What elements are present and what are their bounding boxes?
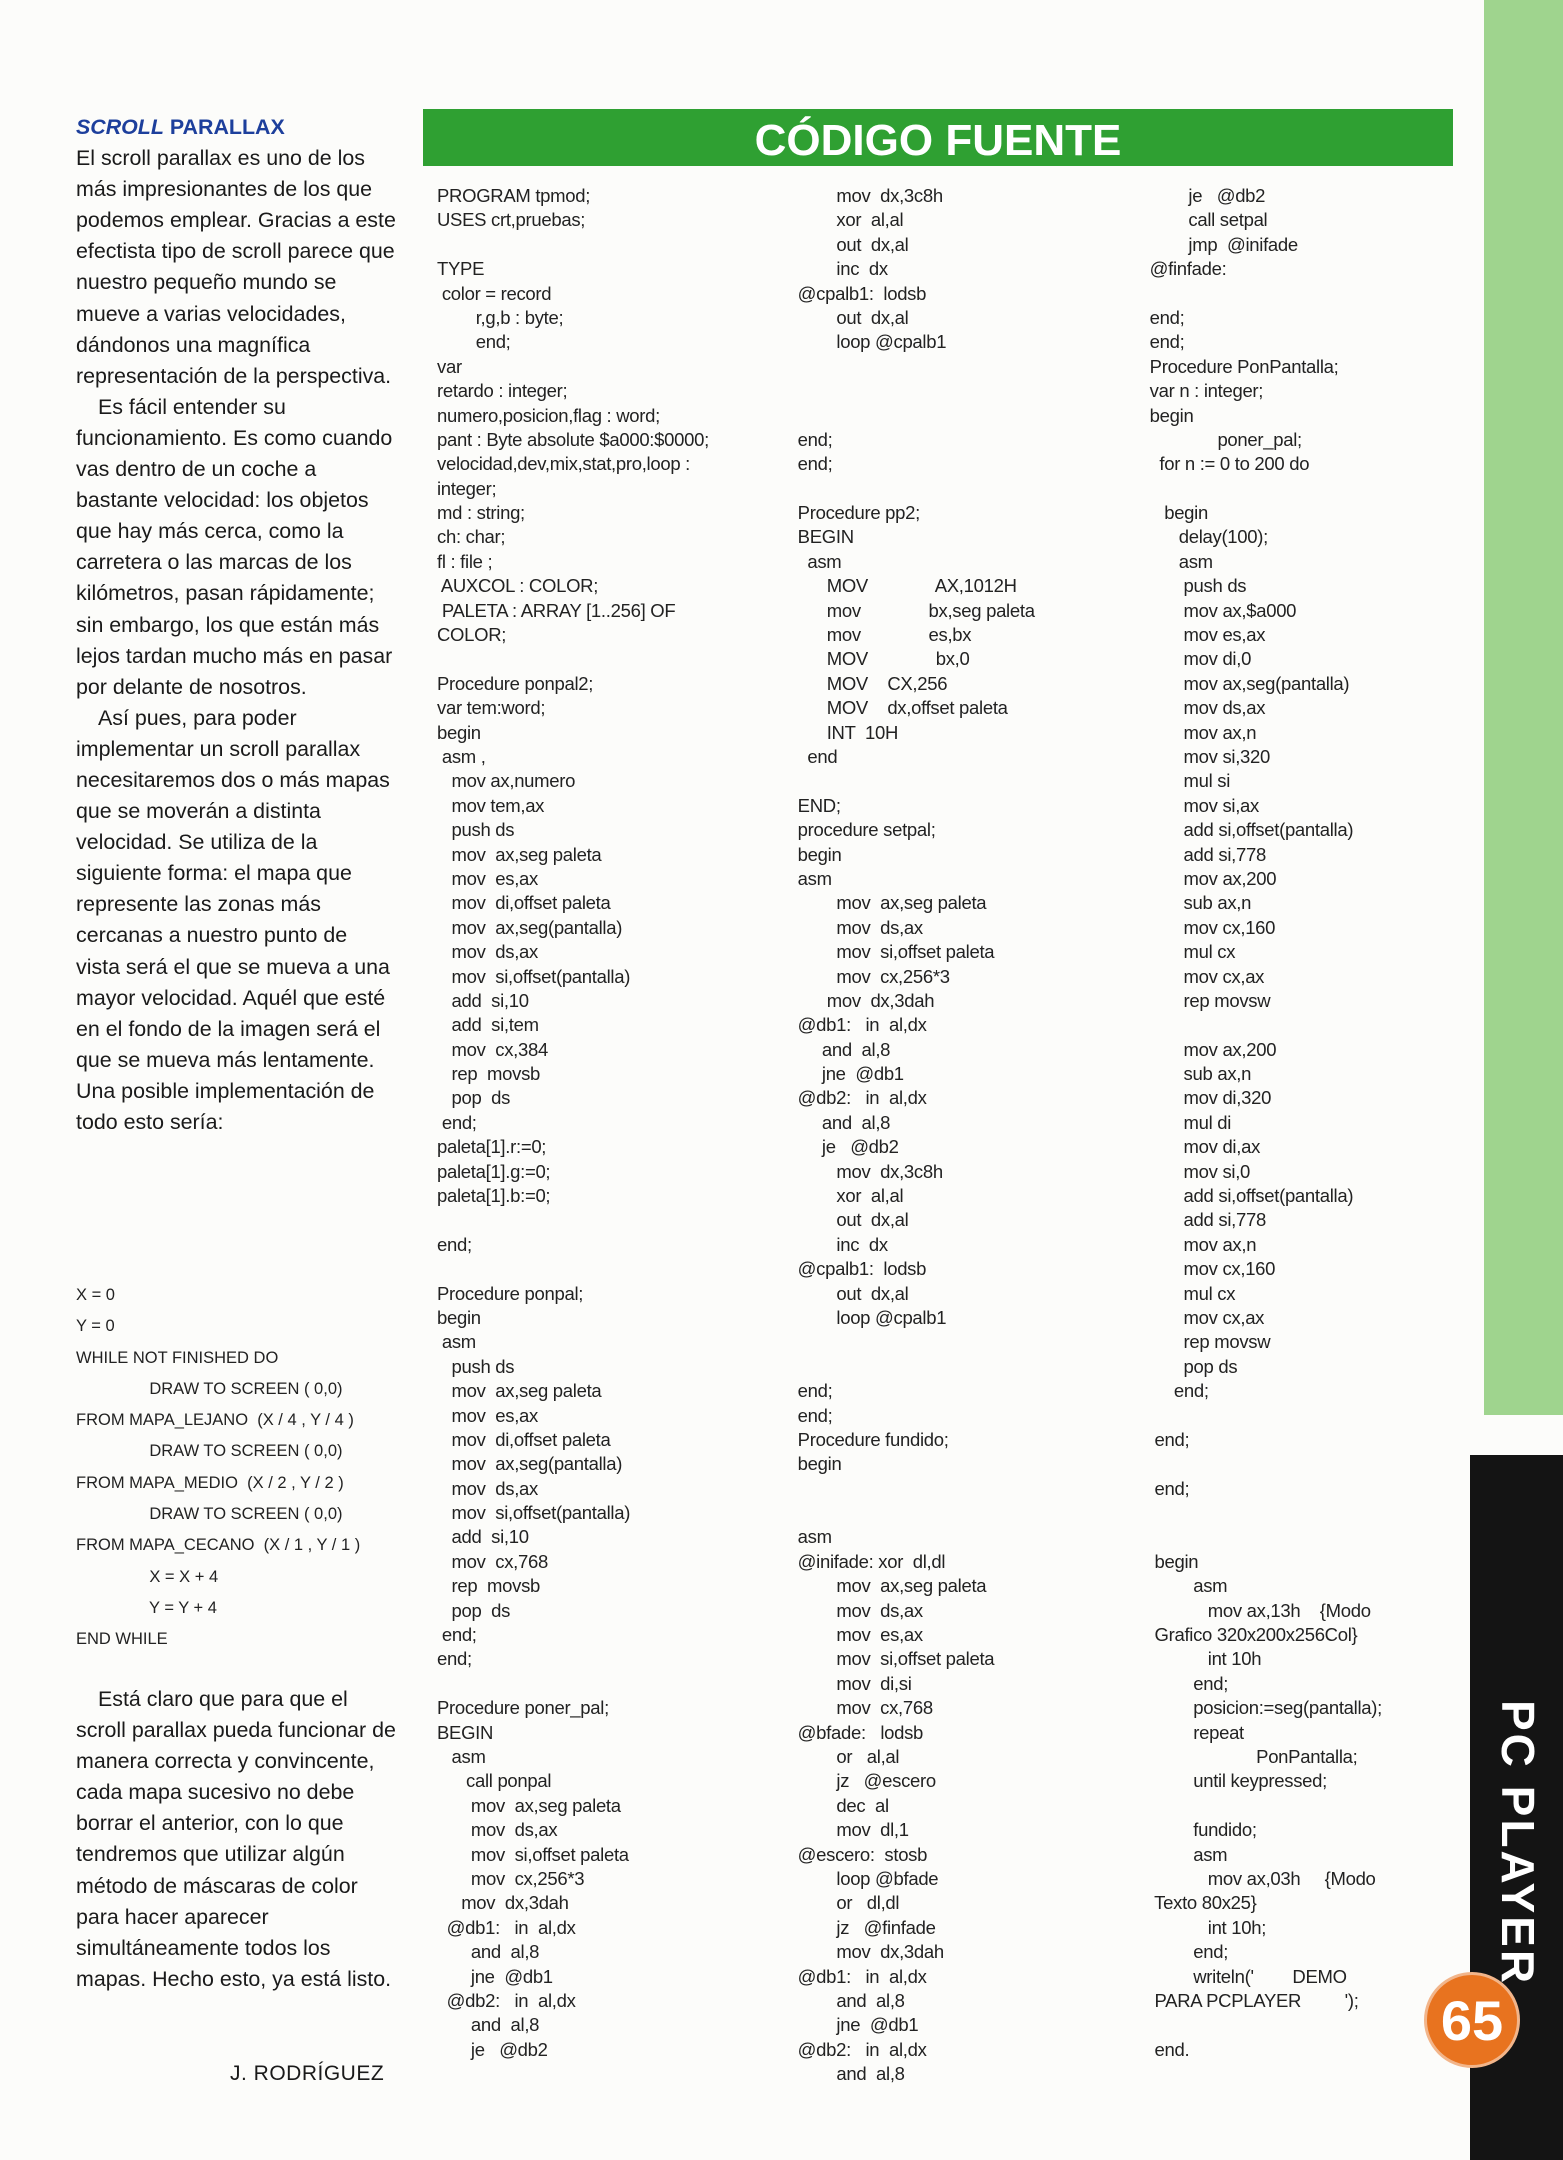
code-line: mov cx,768 [437, 1550, 548, 1572]
code-line: asm [437, 1746, 486, 1767]
code-line: mov cx,160 [1140, 1258, 1276, 1280]
code-line: procedure setpal; [788, 819, 936, 841]
code-line: mov ax,n [1140, 1233, 1257, 1255]
code-line: mov cx,ax [1140, 965, 1265, 987]
code-line: ch: char; [437, 526, 506, 548]
code-line: mov dx,3dah [788, 989, 935, 1011]
code-line: BEGIN [437, 1721, 494, 1743]
code-line: mov si,0 [1140, 1160, 1251, 1182]
code-line [788, 769, 1133, 793]
code-line: BEGIN [788, 526, 854, 548]
code-line: mov tem,ax [437, 794, 545, 816]
code-line: mov ax,seg paleta [437, 1380, 602, 1402]
code-line: loop @bfade [788, 1867, 939, 1889]
code-line [788, 477, 1133, 501]
code-line [1140, 282, 1470, 306]
code-line: add si,778 [1140, 1209, 1266, 1231]
code-line: var n : integer; [1140, 380, 1264, 402]
code-line: mov si,offset paleta [437, 1843, 629, 1865]
code-line: pop ds [437, 1599, 511, 1621]
code-line: mov ax,$a000 [1140, 599, 1297, 621]
code-line: @db1: in al,dx [437, 1916, 576, 1938]
code-line: jne @db1 [437, 1965, 553, 1987]
side-green-strip [1484, 0, 1563, 1415]
pseudocode-line: FROM MAPA_CECANO (X / 1 , Y / 1 ) [76, 1536, 361, 1555]
code-line [437, 1208, 782, 1232]
pseudocode-line: Y = 0 [76, 1317, 115, 1336]
code-line: @finfade: [1140, 258, 1227, 280]
code-line: mov dx,3c8h [788, 1160, 943, 1182]
code-line: PALETA : ARRAY [1..256] OF [437, 599, 676, 621]
code-line: @db2: in al,dx [437, 1989, 576, 2011]
code-line: fl : file ; [437, 550, 493, 572]
code-line: Procedure fundido; [788, 1428, 949, 1450]
code-line: mov ax,seg paleta [788, 892, 987, 914]
code-line: end; [437, 1648, 472, 1670]
code-line: mov dx,3c8h [788, 185, 943, 206]
code-line: mov cx,384 [437, 1038, 548, 1060]
code-line: @db1: in al,dx [788, 1014, 927, 1036]
code-line: end; [437, 331, 511, 353]
code-line: mov cx,ax [1140, 1306, 1265, 1328]
code-line: @inifade: xor dl,dl [788, 1550, 946, 1572]
code-line: mov ax,seg paleta [437, 1794, 621, 1816]
code-line: asm [1140, 1575, 1228, 1597]
code-line: mov di,0 [1140, 648, 1252, 670]
code-line: var tem:word; [437, 697, 546, 719]
code-line [437, 647, 782, 671]
code-line: je @db2 [788, 1136, 899, 1158]
code-line: jz @finfade [788, 1916, 936, 1938]
code-line [788, 1477, 1133, 1501]
code-line: PROGRAM tpmod; [437, 185, 591, 206]
code-line: call setpal [1140, 209, 1268, 231]
code-line: mov di,ax [1140, 1136, 1261, 1158]
pseudocode-line: WHILE NOT FINISHED DO [76, 1348, 279, 1367]
code-line: Procedure pp2; [788, 502, 920, 524]
code-line: and al,8 [788, 1038, 891, 1060]
code-line: mov di,offset paleta [437, 1428, 611, 1450]
code-line: @cpalb1: lodsb [788, 282, 927, 304]
page-number-badge: 65 [1424, 1972, 1520, 2068]
code-line: mov es,ax [437, 1404, 538, 1426]
code-line: Procedure PonPantalla; [1140, 355, 1339, 377]
code-line: begin [1140, 502, 1208, 524]
code-line: end; [788, 428, 833, 450]
code-line [1140, 1525, 1470, 1549]
code-line: add si,offset(pantalla) [1140, 819, 1354, 841]
code-line: paleta[1].g:=0; [437, 1160, 551, 1182]
code-line: repeat [1140, 1721, 1244, 1743]
code-line: asm [788, 867, 832, 889]
code-line: pop ds [1140, 1355, 1238, 1377]
code-line: and al,8 [788, 2063, 905, 2085]
code-line: end; [788, 453, 833, 475]
code-line: MOV AX,1012H [788, 575, 1017, 597]
code-line: mov cx,256*3 [437, 1867, 585, 1889]
code-line: add si,offset(pantalla) [1140, 1185, 1354, 1207]
code-line: end; [1140, 306, 1185, 328]
code-line: END; [788, 794, 841, 816]
code-line: mov bx,seg paleta [788, 599, 1035, 621]
code-line: je @db2 [1140, 185, 1266, 206]
code-line: TYPE [437, 258, 485, 280]
code-line: push ds [437, 1355, 515, 1377]
pseudocode-line: DRAW TO SCREEN ( 0,0) [76, 1379, 343, 1398]
code-line: mov es,ax [1140, 624, 1266, 646]
code-line: MOV CX,256 [788, 672, 948, 694]
code-line: end; [788, 1404, 833, 1426]
code-line: @escero: stosb [788, 1843, 928, 1865]
code-line: var [437, 355, 462, 377]
code-line: mov si,offset(pantalla) [437, 1502, 631, 1524]
code-line: numero,posicion,flag : word; [437, 404, 660, 426]
article-paragraph-2: Es fácil entender su funcionamiento. Es como cuando vas dentro de un coche a bastante velocidad: los objetos que hay más cerca, como la carretera o las marcas de los kilómetros, pasan rápidamente; sin embargo, los que están más lejos tardan mucho más en pasar por delante de nosotros. [76, 394, 393, 699]
code-line: or dl,dl [788, 1892, 900, 1914]
code-line: delay(100); [1140, 526, 1268, 548]
code-line: loop @cpalb1 [788, 1306, 947, 1328]
code-line: Texto 80x25} [1140, 1892, 1257, 1914]
code-line: dec al [788, 1794, 889, 1816]
heading-rest: PARALLAX [163, 115, 285, 139]
code-line: end; [437, 1111, 477, 1133]
code-line: COLOR; [437, 624, 507, 646]
code-line: call ponpal [437, 1770, 552, 1792]
code-line: @db2: in al,dx [788, 2038, 927, 2060]
code-line: Grafico 320x200x256Col} [1140, 1624, 1358, 1646]
code-line: @db1: in al,dx [788, 1965, 927, 1987]
code-line: add si,778 [1140, 843, 1266, 865]
code-line: r,g,b : byte; [437, 306, 564, 328]
article-heading [76, 112, 396, 143]
code-line: asm [788, 1526, 832, 1548]
code-line: paleta[1].b:=0; [437, 1185, 551, 1207]
code-header: CÓDIGO FUENTE [423, 109, 1453, 166]
code-line: mul si [1140, 770, 1231, 792]
code-line: and al,8 [788, 1111, 891, 1133]
code-line: mov ax,seg(pantalla) [437, 916, 623, 938]
code-line: until keypressed; [1140, 1770, 1327, 1792]
code-line: begin [437, 1306, 481, 1328]
code-line: begin [1140, 1550, 1199, 1572]
code-line: rep movsb [437, 1575, 541, 1597]
code-line: writeln(' DEMO [1140, 1965, 1347, 1987]
code-line: mov ds,ax [437, 1819, 558, 1841]
code-line: mov ax,n [1140, 721, 1257, 743]
code-line: @cpalb1: lodsb [788, 1258, 927, 1280]
code-line: mov es,ax [437, 867, 538, 889]
code-line [788, 1355, 1133, 1379]
code-line: or al,al [788, 1746, 900, 1767]
article-paragraph-1: El scroll parallax es uno de los más impresionantes de los que podemos emplear. Gracias a este efectista tipo de scroll parece que nuestro pequeño mundo se mueve a varias velocidades, dándonos una magnífica representación de la perspectiva. [76, 146, 396, 388]
code-line: Procedure ponpal; [437, 1282, 584, 1304]
code-line: mov dl,1 [788, 1819, 909, 1841]
code-line: asm [1140, 1843, 1228, 1865]
code-line: and al,8 [788, 1989, 905, 2011]
code-line: mov di,offset paleta [437, 892, 611, 914]
code-line: end; [437, 1233, 472, 1255]
code-line: mov ax,seg(pantalla) [437, 1453, 623, 1475]
code-line: Procedure ponpal2; [437, 672, 594, 694]
code-line: begin [1140, 404, 1194, 426]
code-line: mul cx [1140, 1282, 1236, 1304]
code-line: mov ax,seg(pantalla) [1140, 672, 1350, 694]
code-line: mov cx,256*3 [788, 965, 950, 987]
code-line: AUXCOL : COLOR; [437, 575, 599, 597]
pseudocode-line: END WHILE [76, 1630, 168, 1649]
pseudocode-line: FROM MAPA_LEJANO (X / 4 , Y / 4 ) [76, 1411, 354, 1430]
code-line: push ds [1140, 575, 1247, 597]
code-line: mov dx,3dah [437, 1892, 569, 1914]
code-line: asm [1140, 550, 1213, 572]
code-line: paleta[1].r:=0; [437, 1136, 547, 1158]
code-line: Procedure poner_pal; [437, 1697, 609, 1719]
code-line [1140, 1794, 1470, 1818]
code-line: mov ds,ax [437, 1477, 538, 1499]
author-signature: J. RODRÍGUEZ [230, 2062, 385, 2085]
code-line: for n := 0 to 200 do [1140, 453, 1310, 475]
code-line [1140, 1404, 1470, 1428]
code-line: mov ds,ax [788, 1599, 923, 1621]
code-line: add si,tem [437, 1014, 539, 1036]
code-line: mov ds,ax [1140, 697, 1266, 719]
code-line: integer; [437, 477, 497, 499]
code-line [788, 1501, 1133, 1525]
code-line: PonPantalla; [1140, 1746, 1358, 1767]
code-line: mov dx,3dah [788, 1941, 944, 1963]
code-line: PARA PCPLAYER '); [1140, 1989, 1359, 2011]
magazine-name: PC PLAYER [1492, 1700, 1544, 1987]
code-line: INT 10H [788, 721, 899, 743]
code-line: mov cx,768 [788, 1697, 933, 1719]
code-line: mov es,bx [788, 624, 972, 646]
code-line: mov di,si [788, 1672, 912, 1694]
code-line: asm [788, 550, 842, 572]
code-line: int 10h [1140, 1648, 1262, 1670]
code-line: end; [1140, 1477, 1190, 1499]
code-line: mov si,ax [1140, 794, 1259, 816]
pseudocode-block [76, 1280, 406, 1656]
code-line: mov si,320 [1140, 745, 1271, 767]
code-line: inc dx [788, 1233, 888, 1255]
code-line: xor al,al [788, 1185, 904, 1207]
code-line: mov si,offset(pantalla) [437, 965, 631, 987]
code-line: end; [1140, 1672, 1229, 1694]
code-line [437, 233, 782, 257]
code-line: rep movsb [437, 1063, 541, 1085]
code-line: push ds [437, 819, 515, 841]
code-line: out dx,al [788, 233, 909, 255]
code-line [788, 404, 1133, 428]
code-line: md : string; [437, 502, 525, 524]
code-line: sub ax,n [1140, 892, 1252, 914]
code-line: mov si,offset paleta [788, 941, 995, 963]
code-line [1140, 1501, 1470, 1525]
code-line: mov si,offset paleta [788, 1648, 995, 1670]
code-line: retardo : integer; [437, 380, 568, 402]
code-line: mov es,ax [788, 1624, 923, 1646]
code-line: end; [1140, 1380, 1209, 1402]
code-line [1140, 1452, 1470, 1476]
pseudocode-line: DRAW TO SCREEN ( 0,0) [76, 1505, 343, 1524]
code-line: xor al,al [788, 209, 904, 231]
code-line: out dx,al [788, 1209, 909, 1231]
code-line [1140, 1013, 1470, 1037]
code-line: USES crt,pruebas; [437, 209, 586, 231]
code-line: end; [1140, 1428, 1190, 1450]
code-line: begin [788, 1453, 842, 1475]
code-column-1 [437, 184, 782, 2062]
code-line: mov ax,seg paleta [788, 1575, 987, 1597]
code-line: out dx,al [788, 1282, 909, 1304]
code-line [437, 1257, 782, 1281]
code-line: jne @db1 [788, 2014, 919, 2036]
code-line: velocidad,dev,mix,stat,pro,loop : [437, 453, 691, 475]
code-line [1140, 477, 1470, 501]
code-line: mov ax,numero [437, 770, 576, 792]
article-paragraph-4: Está claro que para que el scroll parallax pueda funcionar de manera correcta y convincente, cada mapa sucesivo no debe borrar el anterior, con lo que tendremos que utilizar algún método de máscaras de color para hacer aparecer simultáneamente todos los mapas. Hecho esto, ya está listo. [76, 1687, 396, 1991]
code-line: sub ax,n [1140, 1063, 1252, 1085]
code-line: end [788, 745, 838, 767]
code-line: mov ds,ax [788, 916, 923, 938]
code-line: mov ax,200 [1140, 867, 1277, 889]
code-line: @db2: in al,dx [788, 1087, 927, 1109]
pseudocode-line: DRAW TO SCREEN ( 0,0) [76, 1442, 343, 1461]
code-line: @bfade: lodsb [788, 1721, 924, 1743]
code-line [1140, 2013, 1470, 2037]
pseudocode-line: FROM MAPA_MEDIO (X / 2 , Y / 2 ) [76, 1473, 344, 1492]
heading-italic: SCROLL [76, 115, 164, 139]
code-line [788, 379, 1133, 403]
code-line: end; [1140, 1941, 1229, 1963]
code-line: begin [788, 843, 842, 865]
code-line: and al,8 [437, 1941, 540, 1963]
article-paragraph-3: Así pues, para poder implementar un scroll parallax necesitaremos dos o más mapas que se moverán a distinta velocidad. Se utiliza de la siguiente forma: el mapa que represente las zonas más cercanas a nuestro punto de vista será el que se mueva a una mayor velocidad. Aquél que esté en el fondo de la imagen será el que se mueva más lentamente. Una posible implementación de todo esto sería: [76, 705, 390, 1134]
code-line: poner_pal; [1140, 428, 1302, 450]
code-line: mov ax,200 [1140, 1038, 1277, 1060]
pseudocode-line: X = 0 [76, 1286, 115, 1304]
code-line [788, 355, 1133, 379]
code-line: mul di [1140, 1111, 1232, 1133]
code-line: asm , [437, 745, 486, 767]
code-line: mov ds,ax [437, 941, 538, 963]
code-line: begin [437, 721, 481, 743]
code-line: inc dx [788, 258, 888, 280]
code-line: end; [1140, 331, 1185, 353]
code-line: mov ax,seg paleta [437, 843, 602, 865]
code-line: mov di,320 [1140, 1087, 1272, 1109]
pseudocode-line: X = X + 4 [76, 1567, 219, 1586]
code-line: jne @db1 [788, 1063, 904, 1085]
code-line: color = record [437, 282, 552, 304]
code-line: je @db2 [437, 2038, 548, 2060]
code-line [788, 1330, 1133, 1354]
code-column-3 [1140, 184, 1470, 2062]
code-line: add si,10 [437, 989, 529, 1011]
code-line: add si,10 [437, 1526, 529, 1548]
article-column [76, 112, 396, 1138]
code-line: and al,8 [437, 2014, 540, 2036]
code-line: rep movsw [1140, 989, 1271, 1011]
code-line: rep movsw [1140, 1331, 1271, 1353]
code-line: int 10h; [1140, 1916, 1267, 1938]
code-line: MOV bx,0 [788, 648, 970, 670]
code-line: end; [788, 1380, 833, 1402]
code-line [437, 1672, 782, 1696]
code-line: end; [437, 1624, 477, 1646]
code-line: mov ax,03h {Modo [1140, 1867, 1376, 1889]
code-line: out dx,al [788, 306, 909, 328]
code-line: pop ds [437, 1087, 511, 1109]
code-line: MOV dx,offset paleta [788, 697, 1008, 719]
code-line: mov cx,160 [1140, 916, 1276, 938]
code-column-2 [788, 184, 1133, 2086]
code-line: pant : Byte absolute $a000:$0000; [437, 428, 709, 450]
code-line: posicion:=seg(pantalla); [1140, 1697, 1382, 1719]
code-line: mul cx [1140, 941, 1236, 963]
code-line: end. [1140, 2038, 1190, 2060]
code-line: asm [437, 1331, 476, 1353]
code-line: fundido; [1140, 1819, 1257, 1841]
article-closing [76, 1684, 396, 1995]
code-line: mov ax,13h {Modo [1140, 1599, 1371, 1621]
code-line: jmp @inifade [1140, 233, 1298, 255]
code-line: jz @escero [788, 1770, 936, 1792]
pseudocode-line: Y = Y + 4 [76, 1598, 217, 1617]
code-line: loop @cpalb1 [788, 331, 947, 353]
